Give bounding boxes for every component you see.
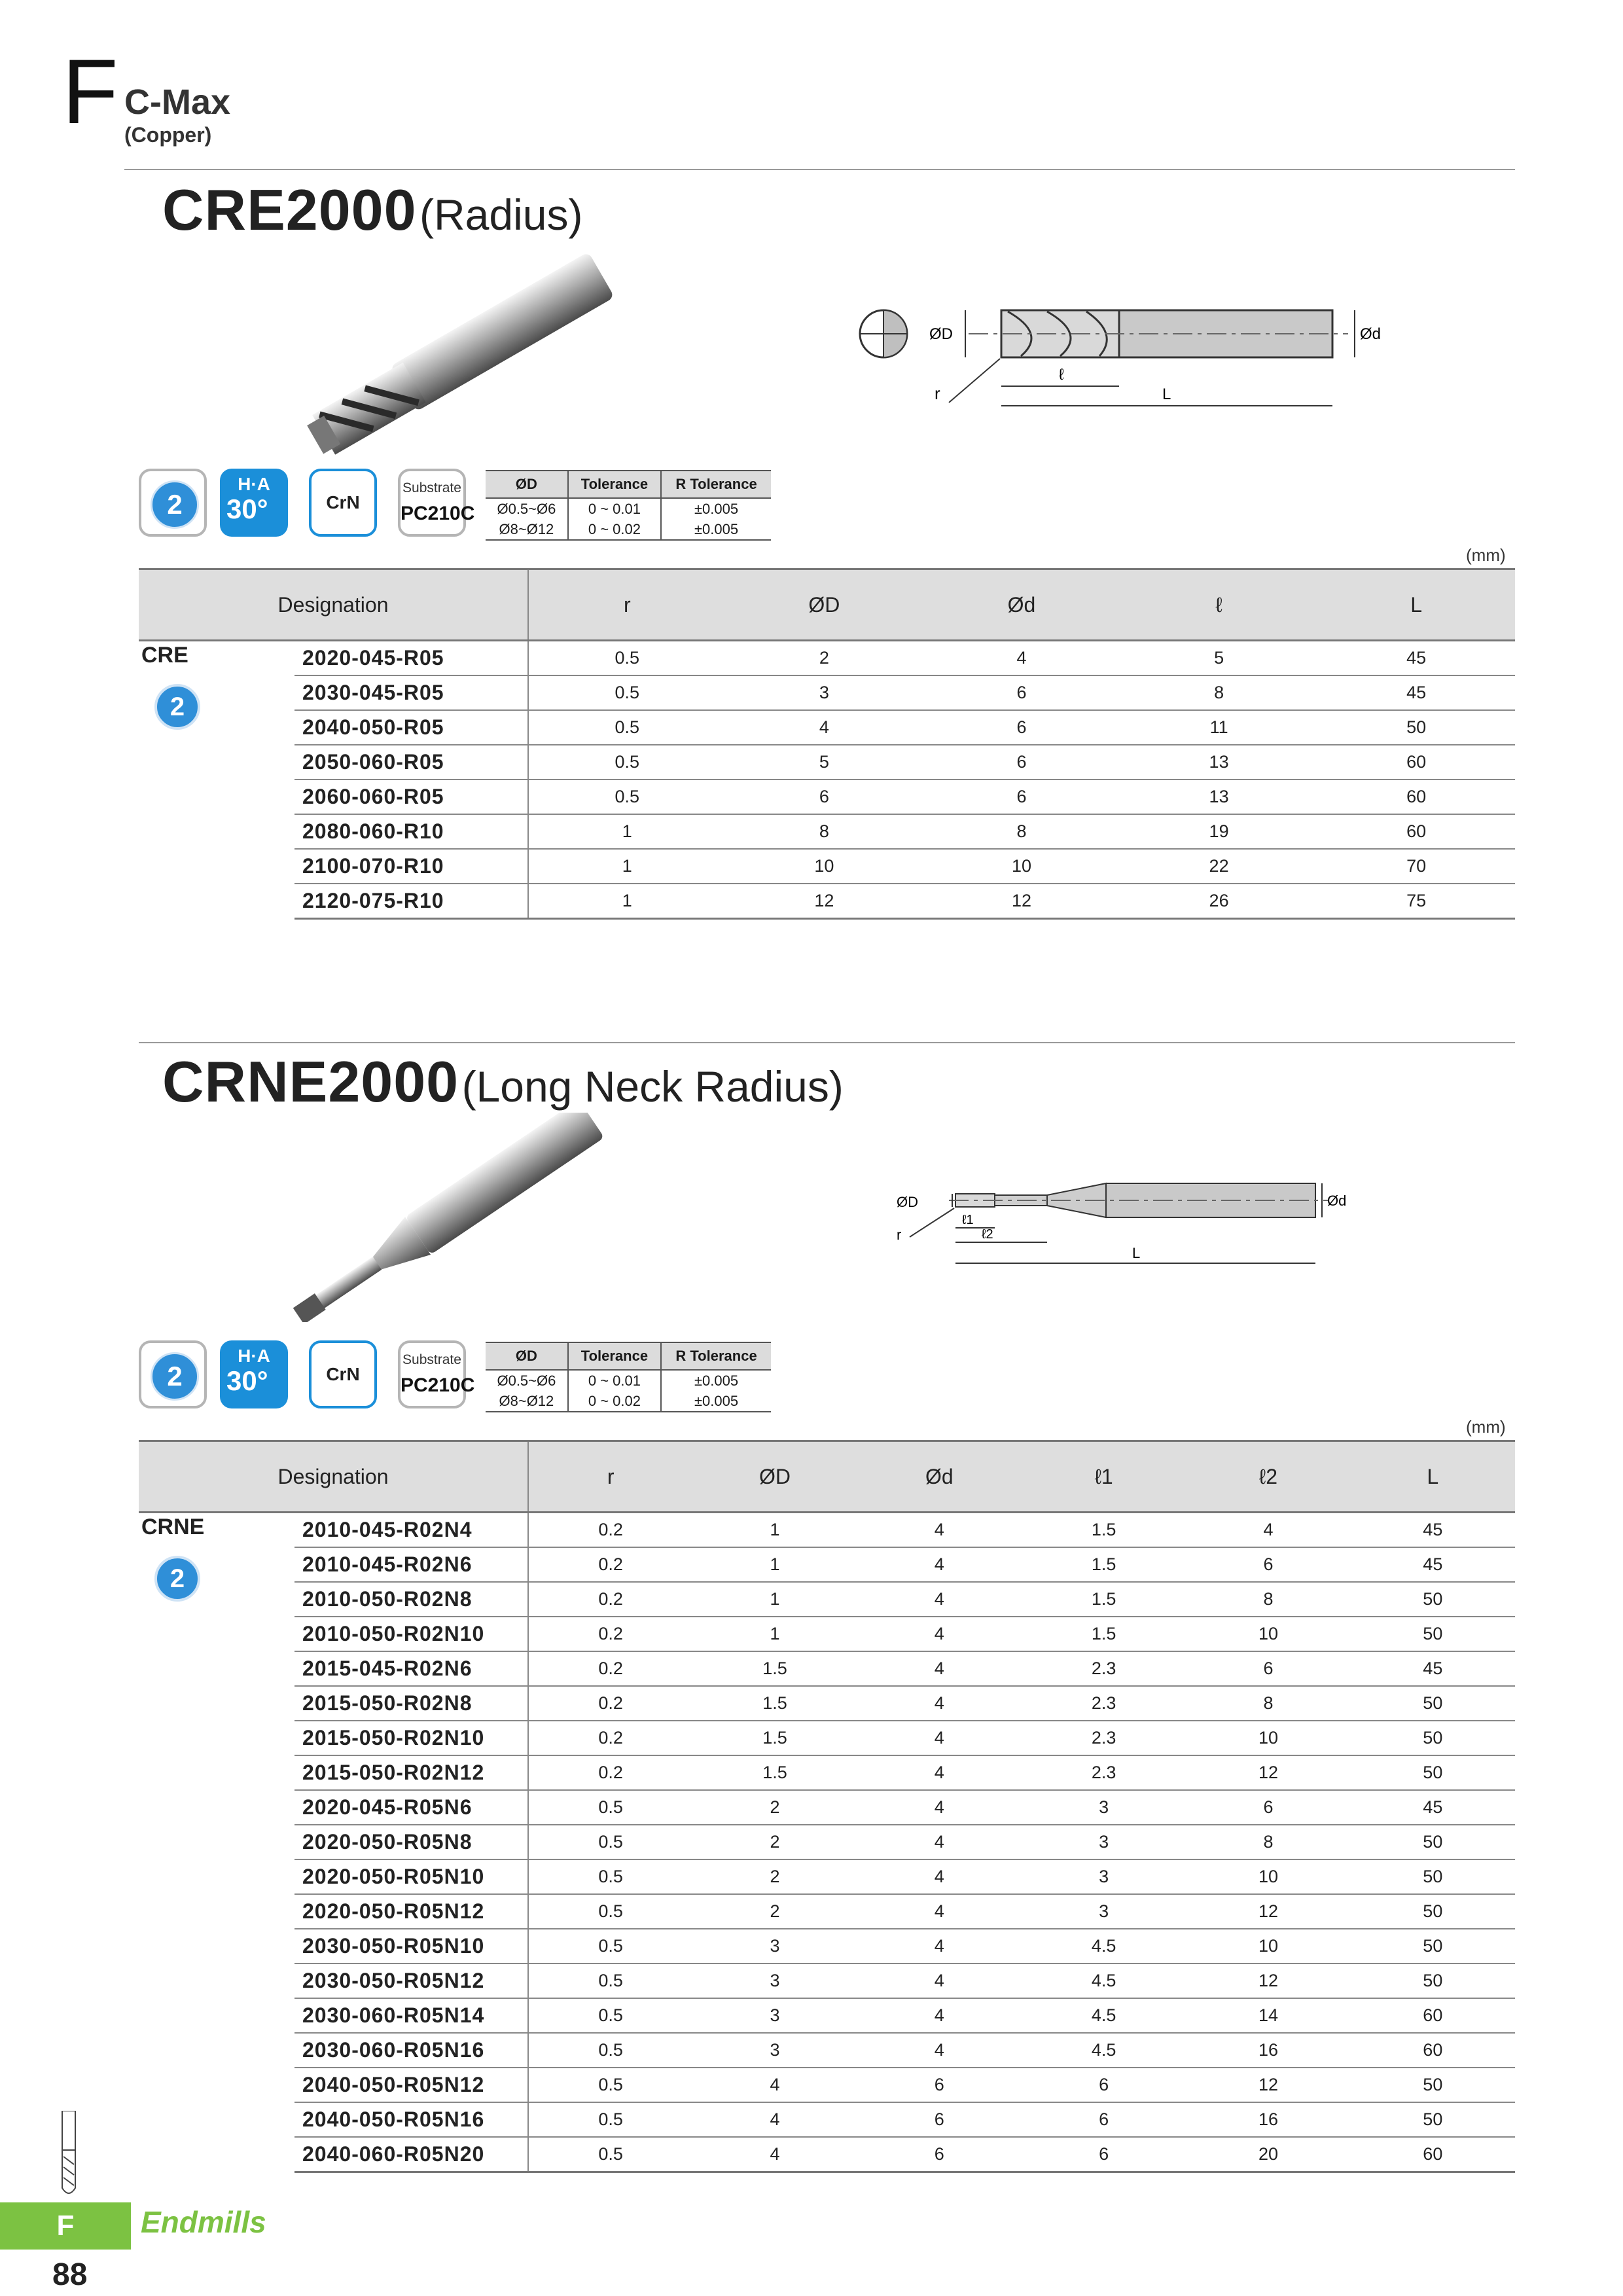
value-cell: 4 — [857, 1721, 1022, 1755]
value-cell: 4 — [857, 1686, 1022, 1721]
table-row — [139, 780, 1515, 814]
tol-cell: Ø8~Ø12 — [486, 1391, 568, 1412]
value-cell: 1.5 — [692, 1721, 857, 1755]
coating-icon: CrN — [309, 1340, 377, 1408]
value-cell: 50 — [1351, 1929, 1515, 1964]
value-cell: 12 — [1186, 1755, 1350, 1790]
value-cell: 6 — [1186, 1651, 1350, 1686]
value-cell: 4 — [857, 1582, 1022, 1617]
col-header-D: ØD — [726, 569, 923, 641]
table-row — [139, 1790, 1515, 1825]
table-row — [139, 1547, 1515, 1582]
designation-cell: 2060-060-R05 — [294, 780, 528, 814]
value-cell: 45 — [1351, 1513, 1515, 1548]
value-cell: 0.5 — [528, 675, 726, 710]
product-photo-cre — [288, 249, 628, 458]
designation-cell: 2015-045-R02N6 — [294, 1651, 528, 1686]
value-cell: 6 — [923, 780, 1120, 814]
value-cell: 19 — [1120, 814, 1318, 849]
value-cell: 0.5 — [528, 2102, 692, 2137]
value-cell: 3 — [1022, 1859, 1186, 1894]
col-header-L: L — [1317, 569, 1515, 641]
spec-table-crne — [139, 1440, 1515, 2173]
section-title — [162, 177, 582, 243]
value-cell: 16 — [1186, 2102, 1350, 2137]
value-cell: 4 — [726, 710, 923, 745]
designation-cell: 2030-045-R05 — [294, 675, 528, 710]
value-cell: 5 — [1120, 641, 1318, 676]
tol-cell: Ø0.5~Ø6 — [497, 500, 556, 517]
product-title: CRNE2000 — [162, 1049, 459, 1114]
designation-cell: 2040-050-R05N16 — [294, 2102, 528, 2137]
value-cell: 4 — [857, 1894, 1022, 1929]
tol-cell: 0 ~ 0.02 — [568, 1391, 661, 1412]
section-divider — [139, 1042, 1515, 1043]
designation-cell: 2010-050-R02N8 — [294, 1582, 528, 1617]
value-cell: 60 — [1351, 2033, 1515, 2068]
tol-cell: ±0.005 — [661, 498, 771, 519]
table-row — [139, 1513, 1515, 1548]
value-cell: 60 — [1317, 745, 1515, 780]
value-cell: 50 — [1351, 2102, 1515, 2137]
table-row — [139, 1582, 1515, 1617]
helix-angle-icon: H·A 30° — [220, 469, 288, 537]
value-cell: 4 — [857, 1513, 1022, 1548]
value-cell: 10 — [1186, 1721, 1350, 1755]
table-row — [139, 814, 1515, 849]
value-cell: 50 — [1351, 2068, 1515, 2102]
value-cell: 4 — [857, 1998, 1022, 2033]
helix-angle-icon: H·A 30° — [220, 1340, 288, 1408]
product-title: CRE2000 — [162, 177, 417, 242]
value-cell: 4 — [857, 1617, 1022, 1651]
designation-cell: 2020-050-R05N10 — [294, 1859, 528, 1894]
designation-cell: 2010-050-R02N10 — [294, 1617, 528, 1651]
value-cell: 2.3 — [1022, 1755, 1186, 1790]
designation-cell: 2020-045-R05 — [294, 641, 528, 676]
value-cell: 1 — [692, 1617, 857, 1651]
value-cell: 4 — [857, 1790, 1022, 1825]
section-letter: F — [62, 40, 118, 143]
value-cell: 4 — [923, 641, 1120, 676]
value-cell: 75 — [1317, 884, 1515, 919]
col-header-L: L — [1351, 1441, 1515, 1513]
value-cell: 0.5 — [528, 1894, 692, 1929]
table-header-row — [139, 1441, 1515, 1513]
value-cell: 1.5 — [1022, 1617, 1186, 1651]
value-cell: 1.5 — [1022, 1547, 1186, 1582]
value-cell: 1.5 — [1022, 1582, 1186, 1617]
designation-cell: 2030-050-R05N10 — [294, 1929, 528, 1964]
value-cell: 4 — [1186, 1513, 1350, 1548]
value-cell: 0.5 — [528, 745, 726, 780]
endmill-side-icon — [56, 2111, 82, 2199]
value-cell: 4 — [692, 2137, 857, 2172]
flute-count-icon: 2 — [139, 1340, 207, 1408]
value-cell: 22 — [1120, 849, 1318, 884]
table-row — [139, 1651, 1515, 1686]
value-cell: 12 — [1186, 1894, 1350, 1929]
value-cell: 45 — [1351, 1651, 1515, 1686]
value-cell: 0.5 — [528, 780, 726, 814]
label-d: Ød — [1327, 1193, 1347, 1209]
coating-icon: CrN — [309, 469, 377, 537]
label-D: ØD — [929, 325, 953, 343]
value-cell: 45 — [1351, 1547, 1515, 1582]
value-cell: 6 — [1186, 1547, 1350, 1582]
value-cell: 6 — [857, 2068, 1022, 2102]
value-cell: 20 — [1186, 2137, 1350, 2172]
designation-cell: 2020-050-R05N12 — [294, 1894, 528, 1929]
tolerance-table — [486, 1342, 771, 1412]
value-cell: 60 — [1317, 814, 1515, 849]
value-cell: 45 — [1317, 675, 1515, 710]
tol-cell: ±0.005 — [661, 519, 771, 540]
value-cell: 3 — [1022, 1790, 1186, 1825]
value-cell: 12 — [726, 884, 923, 919]
value-cell: 6 — [923, 675, 1120, 710]
table-row — [139, 2137, 1515, 2172]
designation-cell: 2010-045-R02N4 — [294, 1513, 528, 1548]
col-header-l1: ℓ1 — [1022, 1441, 1186, 1513]
designation-cell: 2040-060-R05N20 — [294, 2137, 528, 2172]
value-cell: 45 — [1317, 641, 1515, 676]
value-cell: 8 — [1120, 675, 1318, 710]
value-cell: 50 — [1351, 1582, 1515, 1617]
value-cell: 10 — [1186, 1929, 1350, 1964]
value-cell: 1 — [528, 814, 726, 849]
designation-cell: 2040-050-R05N12 — [294, 2068, 528, 2102]
designation-cell: 2080-060-R10 — [294, 814, 528, 849]
tol-cell: ±0.005 — [661, 1370, 771, 1391]
value-cell: 60 — [1351, 2137, 1515, 2172]
value-cell: 4 — [857, 1825, 1022, 1859]
value-cell: 3 — [1022, 1825, 1186, 1859]
value-cell: 1.5 — [692, 1755, 857, 1790]
tol-header-d: ØD — [486, 471, 568, 498]
value-cell: 14 — [1186, 1998, 1350, 2033]
value-cell: 70 — [1317, 849, 1515, 884]
family-name: CRNE — [141, 1515, 205, 1539]
col-header-d: Ød — [857, 1441, 1022, 1513]
designation-cell: 2015-050-R02N8 — [294, 1686, 528, 1721]
label-D: ØD — [897, 1194, 918, 1210]
table-row — [139, 1929, 1515, 1964]
value-cell: 0.5 — [528, 1998, 692, 2033]
tol-header-tolerance: Tolerance — [568, 471, 661, 498]
value-cell: 2 — [692, 1894, 857, 1929]
label-r: r — [897, 1227, 902, 1243]
value-cell: 4.5 — [1022, 1998, 1186, 2033]
table-row — [139, 849, 1515, 884]
value-cell: 4 — [857, 1755, 1022, 1790]
value-cell: 3 — [692, 1929, 857, 1964]
family-name: CRE — [141, 643, 188, 668]
value-cell: 16 — [1186, 2033, 1350, 2068]
value-cell: 50 — [1351, 1755, 1515, 1790]
value-cell: 2.3 — [1022, 1651, 1186, 1686]
designation-cell: 2030-060-R05N16 — [294, 2033, 528, 2068]
value-cell: 3 — [692, 1998, 857, 2033]
value-cell: 6 — [1022, 2102, 1186, 2137]
tol-header-d: ØD — [486, 1342, 568, 1370]
tol-cell: Ø0.5~Ø6 — [497, 1372, 556, 1389]
flute-count-icon: 2 — [154, 1556, 200, 1602]
product-photo-crne — [262, 1113, 628, 1322]
table-row — [139, 1859, 1515, 1894]
chapter-name: Endmills — [141, 2205, 266, 2239]
value-cell: 0.5 — [528, 1964, 692, 1998]
col-header-l2: ℓ2 — [1186, 1441, 1350, 1513]
label-L: L — [1132, 1245, 1141, 1261]
value-cell: 13 — [1120, 745, 1318, 780]
category-title: C-Max — [124, 82, 231, 122]
value-cell: 0.2 — [528, 1755, 692, 1790]
value-cell: 1 — [528, 849, 726, 884]
designation-cell: 2015-050-R02N12 — [294, 1755, 528, 1790]
value-cell: 0.5 — [528, 641, 726, 676]
value-cell: 4 — [692, 2102, 857, 2137]
table-row — [139, 1825, 1515, 1859]
value-cell: 4 — [857, 1964, 1022, 1998]
col-header-r: r — [528, 569, 726, 641]
product-subtitle: (Long Neck Radius) — [461, 1062, 844, 1111]
table-row — [139, 710, 1515, 745]
value-cell: 0.2 — [528, 1686, 692, 1721]
value-cell: 1.5 — [692, 1651, 857, 1686]
family-cell — [139, 1513, 294, 2172]
table-row — [139, 1721, 1515, 1755]
col-header-D: ØD — [692, 1441, 857, 1513]
label-l1: ℓ1 — [962, 1213, 974, 1227]
designation-cell: 2030-060-R05N14 — [294, 1998, 528, 2033]
label-L: L — [1162, 386, 1171, 403]
tol-cell: 0 ~ 0.02 — [568, 519, 661, 540]
designation-cell: 2030-050-R05N12 — [294, 1964, 528, 1998]
value-cell: 12 — [1186, 1964, 1350, 1998]
value-cell: 8 — [923, 814, 1120, 849]
tol-header-r-tolerance: R Tolerance — [661, 1342, 771, 1370]
value-cell: 60 — [1317, 780, 1515, 814]
value-cell: 1 — [692, 1513, 857, 1548]
value-cell: 50 — [1317, 710, 1515, 745]
value-cell: 0.2 — [528, 1721, 692, 1755]
table-row — [139, 884, 1515, 919]
designation-cell: 2040-050-R05 — [294, 710, 528, 745]
value-cell: 10 — [1186, 1617, 1350, 1651]
table-body — [139, 641, 1515, 919]
table-header-row — [139, 569, 1515, 641]
value-cell: 10 — [923, 849, 1120, 884]
value-cell: 4.5 — [1022, 1929, 1186, 1964]
value-cell: 2 — [692, 1859, 857, 1894]
unit-label: (mm) — [1466, 1417, 1506, 1437]
value-cell: 1.5 — [1022, 1513, 1186, 1548]
value-cell: 50 — [1351, 1617, 1515, 1651]
value-cell: 6 — [1022, 2137, 1186, 2172]
value-cell: 2.3 — [1022, 1686, 1186, 1721]
value-cell: 8 — [1186, 1582, 1350, 1617]
value-cell: 4 — [857, 1547, 1022, 1582]
value-cell: 6 — [923, 745, 1120, 780]
value-cell: 0.5 — [528, 1859, 692, 1894]
designation-cell: 2120-075-R10 — [294, 884, 528, 919]
value-cell: 2 — [692, 1790, 857, 1825]
product-subtitle: (Radius) — [419, 190, 583, 239]
value-cell: 50 — [1351, 1859, 1515, 1894]
table-row — [139, 1964, 1515, 1998]
value-cell: 50 — [1351, 1825, 1515, 1859]
tol-header-r-tolerance: R Tolerance — [661, 471, 771, 498]
value-cell: 3 — [726, 675, 923, 710]
unit-label: (mm) — [1466, 545, 1506, 565]
value-cell: 50 — [1351, 1894, 1515, 1929]
col-header-r: r — [528, 1441, 692, 1513]
col-header-l: ℓ — [1120, 569, 1318, 641]
tol-cell: 0 ~ 0.01 — [568, 498, 661, 519]
tol-cell: 0 ~ 0.01 — [568, 1370, 661, 1391]
table-body — [139, 1513, 1515, 2172]
value-cell: 12 — [923, 884, 1120, 919]
designation-cell: 2010-045-R02N6 — [294, 1547, 528, 1582]
label-l: ℓ — [1059, 366, 1064, 384]
value-cell: 0.2 — [528, 1651, 692, 1686]
page-number: 88 — [52, 2257, 88, 2292]
value-cell: 12 — [1186, 2068, 1350, 2102]
flute-count-icon: 2 — [139, 469, 207, 537]
table-row — [139, 2068, 1515, 2102]
chapter-tab: F — [0, 2202, 131, 2250]
category-material: (Copper) — [124, 123, 212, 147]
section-title — [162, 1049, 844, 1115]
value-cell: 1 — [692, 1582, 857, 1617]
value-cell: 3 — [1022, 1894, 1186, 1929]
value-cell: 0.5 — [528, 1790, 692, 1825]
value-cell: 6 — [726, 780, 923, 814]
value-cell: 3 — [692, 1964, 857, 1998]
value-cell: 8 — [1186, 1686, 1350, 1721]
value-cell: 6 — [923, 710, 1120, 745]
value-cell: 0.5 — [528, 710, 726, 745]
value-cell: 4 — [857, 1859, 1022, 1894]
table-row — [139, 1894, 1515, 1929]
dimension-drawing-cre — [851, 281, 1414, 419]
value-cell: 50 — [1351, 1721, 1515, 1755]
designation-cell: 2020-050-R05N8 — [294, 1825, 528, 1859]
designation-cell: 2015-050-R02N10 — [294, 1721, 528, 1755]
substrate-icon: Substrate PC210C — [398, 469, 466, 537]
value-cell: 1 — [692, 1547, 857, 1582]
col-header-designation: Designation — [139, 1441, 528, 1513]
value-cell: 13 — [1120, 780, 1318, 814]
label-l2: ℓ2 — [982, 1227, 993, 1242]
col-header-d: Ød — [923, 569, 1120, 641]
value-cell: 0.2 — [528, 1547, 692, 1582]
family-cell — [139, 641, 294, 919]
value-cell: 2 — [692, 1825, 857, 1859]
value-cell: 8 — [726, 814, 923, 849]
col-header-designation: Designation — [139, 569, 528, 641]
value-cell: 2.3 — [1022, 1721, 1186, 1755]
table-row — [139, 641, 1515, 676]
designation-cell: 2020-045-R05N6 — [294, 1790, 528, 1825]
value-cell: 10 — [726, 849, 923, 884]
value-cell: 1.5 — [692, 1686, 857, 1721]
value-cell: 26 — [1120, 884, 1318, 919]
value-cell: 0.5 — [528, 1825, 692, 1859]
table-row — [139, 1686, 1515, 1721]
value-cell: 5 — [726, 745, 923, 780]
value-cell: 3 — [692, 2033, 857, 2068]
value-cell: 8 — [1186, 1825, 1350, 1859]
value-cell: 2 — [726, 641, 923, 676]
substrate-icon: Substrate PC210C — [398, 1340, 466, 1408]
value-cell: 1 — [528, 884, 726, 919]
value-cell: 10 — [1186, 1859, 1350, 1894]
table-row — [139, 2033, 1515, 2068]
value-cell: 0.2 — [528, 1513, 692, 1548]
value-cell: 50 — [1351, 1686, 1515, 1721]
tol-cell: ±0.005 — [661, 1391, 771, 1412]
value-cell: 4.5 — [1022, 2033, 1186, 2068]
designation-cell: 2050-060-R05 — [294, 745, 528, 780]
value-cell: 4.5 — [1022, 1964, 1186, 1998]
header-rule — [124, 169, 1515, 170]
value-cell: 6 — [857, 2102, 1022, 2137]
value-cell: 4 — [857, 1929, 1022, 1964]
tol-header-tolerance: Tolerance — [568, 1342, 661, 1370]
value-cell: 0.2 — [528, 1617, 692, 1651]
tolerance-table — [486, 470, 771, 541]
value-cell: 6 — [1186, 1790, 1350, 1825]
value-cell: 0.5 — [528, 2137, 692, 2172]
spec-table-cre — [139, 568, 1515, 920]
table-row — [139, 745, 1515, 780]
dimension-drawing-crne — [890, 1172, 1414, 1283]
table-row — [139, 1998, 1515, 2033]
value-cell: 6 — [1022, 2068, 1186, 2102]
table-row — [139, 675, 1515, 710]
value-cell: 0.5 — [528, 2068, 692, 2102]
value-cell: 4 — [857, 1651, 1022, 1686]
designation-cell: 2100-070-R10 — [294, 849, 528, 884]
value-cell: 4 — [692, 2068, 857, 2102]
table-row — [139, 1755, 1515, 1790]
flute-count-icon: 2 — [154, 684, 200, 730]
value-cell: 60 — [1351, 1998, 1515, 2033]
label-d: Ød — [1360, 325, 1382, 343]
tol-cell: Ø8~Ø12 — [486, 519, 568, 540]
label-r: r — [935, 384, 940, 403]
table-row — [139, 1617, 1515, 1651]
value-cell: 11 — [1120, 710, 1318, 745]
table-row — [139, 2102, 1515, 2137]
value-cell: 0.5 — [528, 1929, 692, 1964]
value-cell: 50 — [1351, 1964, 1515, 1998]
value-cell: 6 — [857, 2137, 1022, 2172]
value-cell: 4 — [857, 2033, 1022, 2068]
value-cell: 0.2 — [528, 1582, 692, 1617]
value-cell: 45 — [1351, 1790, 1515, 1825]
value-cell: 0.5 — [528, 2033, 692, 2068]
